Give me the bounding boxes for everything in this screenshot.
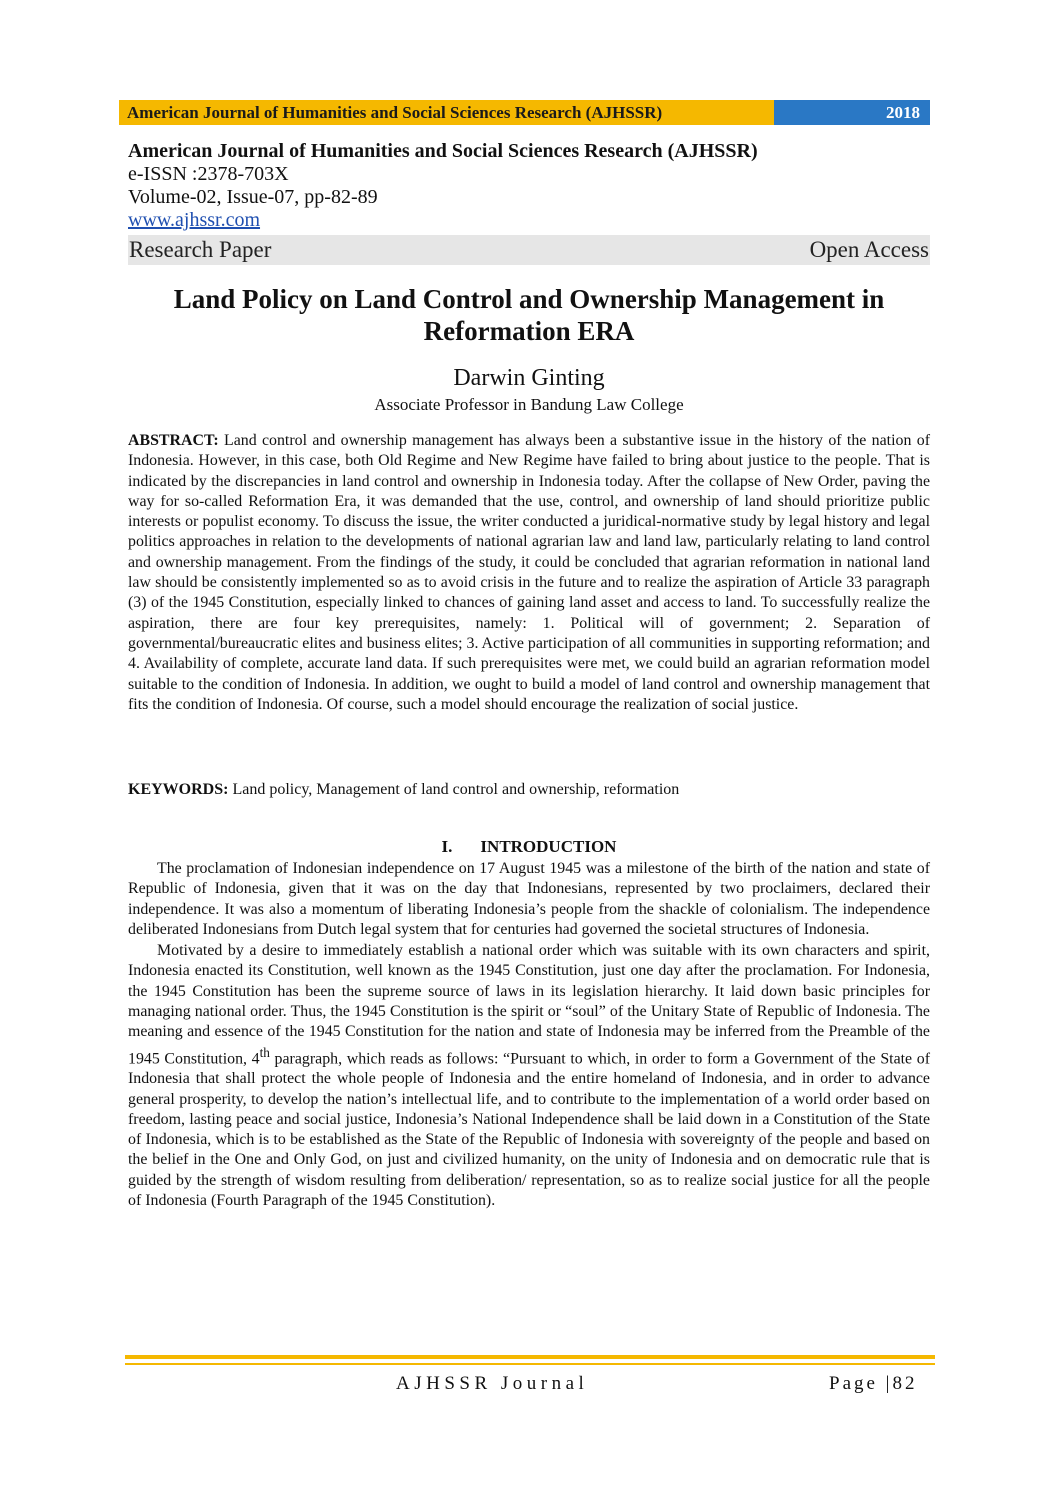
paragraph: The proclamation of Indonesian independence on 17 August 1945 was a milestone of the birth of the nation and state of Republic of Indonesia, given that it was on the day that Indonesians, represented by two proclaimers, declared their independence. It was also a momentum of liberating Indonesia’s people from the shackle of colonialism. The independence deliberated Indonesians from Dutch legal system that for centuries had governed the societal structures of Indonesia. bbox=[128, 860, 930, 938]
author-affiliation: Associate Professor in Bandung Law College bbox=[374, 395, 684, 414]
introduction-body bbox=[128, 859, 930, 1212]
superscript: th bbox=[259, 1044, 270, 1060]
paper-type-bar bbox=[128, 235, 930, 265]
journal-name: American Journal of Humanities and Social Sciences Research (AJHSSR) bbox=[128, 140, 758, 162]
issn: e-ISSN :2378-703X bbox=[128, 163, 289, 185]
footer-rule-thin bbox=[125, 1363, 935, 1365]
keywords-label: KEYWORDS: bbox=[128, 781, 229, 798]
keywords bbox=[128, 779, 930, 800]
footer-page-number: Page |82 bbox=[829, 1373, 918, 1394]
paper-title: Land Policy on Land Control and Ownership Management in Reformation ERA bbox=[173, 284, 885, 346]
abstract-label: ABSTRACT: bbox=[128, 432, 219, 449]
paper-type: Research Paper bbox=[129, 237, 272, 262]
section-number: I. bbox=[441, 837, 453, 856]
section-heading bbox=[128, 836, 930, 858]
running-header bbox=[119, 100, 930, 125]
paragraph-part: Motivated by a desire to immediately establish a national order which was suitable with its own characters and spirit, Indonesia enacted its Constitution, well known as the 1945 Constitution, just one day after the proclamation. For Indonesia, the 1945 Constitution has been the supreme source of laws in its legislation hierarchy. It laid down basic principles for managing national order. Thus, the 1945 Constitution is the spirit or “soul” of the Unitary State of Republic of Indonesia. The meaning and essence of the 1945 Constitution for the nation and state of Indonesia may be inferred from the Preamble of the 1945 Constitution, 4 bbox=[128, 942, 930, 1067]
footer-rule-thick bbox=[125, 1355, 935, 1359]
abstract bbox=[128, 431, 930, 715]
paragraph bbox=[128, 941, 930, 1211]
journal-url-link[interactable]: www.ajhssr.com bbox=[128, 209, 261, 231]
paragraph-part: paragraph, which reads as follows: “Pursuant to which, in order to form a Government of the State of Indonesia that shall protect the whole people of Indonesia and the entire homeland of Indonesia, and in order to advance general prosperity, to develop the nation’s intellectual life, and to contribute to the implementation of a world order based on freedom, lasting peace and social justice, Indonesia’s National Independence shall be laid down in a Constitution of the State of Indonesia, which is to be established as the State of the Republic of Indonesia with sovereignty of the people and based on the belief in the One and Only God, on just and civilized humanity, on the unity of Indonesia and on democratic rule that is guided by the strength of wisdom resulting from deliberation/ representation, so as to realize social justice for all the people of Indonesia (Fourth Paragraph of the 1945 Constitution). bbox=[128, 1049, 930, 1210]
section-title: INTRODUCTION bbox=[480, 837, 617, 856]
running-header-journal: American Journal of Humanities and Social Sciences Research (AJHSSR) bbox=[119, 100, 774, 125]
keywords-text: Land policy, Management of land control and ownership, reformation bbox=[232, 781, 680, 798]
author-name: Darwin Ginting bbox=[453, 365, 605, 391]
journal-meta bbox=[128, 139, 930, 232]
volume-issue: Volume-02, Issue-07, pp-82-89 bbox=[128, 186, 378, 208]
footer-journal: AJHSSR Journal bbox=[396, 1373, 589, 1394]
running-header-year: 2018 bbox=[774, 100, 930, 125]
abstract-text: Land control and ownership management has always been a substantive issue in the history of the nation of Indonesia. However, in this case, both Old Regime and New Regime have failed to bring about justice to the people. That is indicated by the discrepancies in land control and ownership in Indonesia today. After the collapse of New Order, paving the way for so-called Reformation Era, it was demanded that the use, control, and ownership of land should prioritize public interests or populist economy. To discuss the issue, the writer conducted a juridical-normative study by legal history and legal politics approaches in relation to the developments of national agrarian law and land law, particularly relating to land control and ownership management. From the findings of the study, it could be concluded that agrarian reformation in national land law should be consistently implemented so as to avoid crisis in the future and to realize the aspiration of Article 33 paragraph (3) of the 1945 Constitution, especially linked to chances of gaining land asset and access to land. To successfully realize the aspiration, there are four key prerequisites, namely: 1. Political will of government; 2. Separation of governmental/bureaucratic elites and business elites; 3. Active participation of all communities in supporting reformation; and 4. Availability of complete, accurate land data. If such prerequisites were met, we could build an agrarian reformation model suitable to the condition of Indonesia. In addition, we ought to build a model of land control and ownership management that fits the condition of Indonesia. Of course, such a model should encourage the realization of social justice. bbox=[128, 432, 930, 713]
access-type: Open Access bbox=[809, 237, 929, 262]
